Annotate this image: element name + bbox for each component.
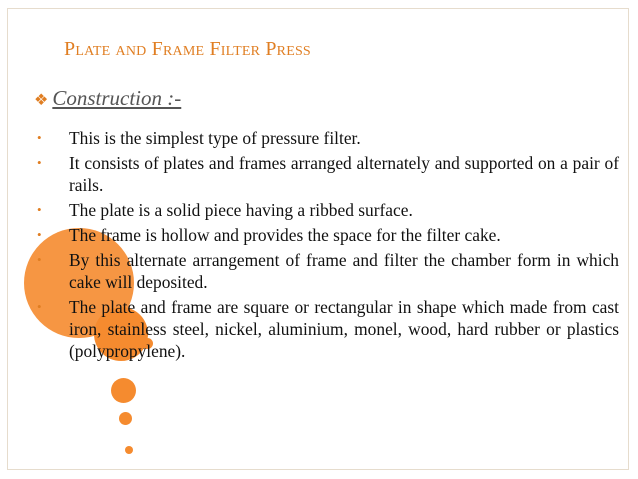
bullet-icon: •: [37, 252, 42, 267]
list-item-text: It consists of plates and frames arranged alternately and supported on a pair of rails.: [69, 153, 619, 195]
bullet-list: [37, 127, 619, 365]
list-item-text: The frame is hollow and provides the space for the filter cake.: [69, 225, 501, 245]
list-item-text: The plate and frame are square or rectangular in shape which made from cast iron, stainless steel, nickel, aluminium, monel, wood, hard rubber or plastics (polypropylene).: [69, 297, 619, 361]
bullet-icon: •: [37, 299, 42, 314]
list-item: [37, 127, 619, 149]
list-item: [37, 199, 619, 221]
bullet-icon: •: [37, 227, 42, 242]
decor-circle-tiny: [119, 412, 132, 425]
decor-circle-small: [111, 378, 136, 403]
bullet-icon: •: [37, 202, 42, 217]
list-item: [37, 224, 619, 246]
slide-title: Plate and Frame Filter Press: [64, 38, 311, 60]
bullet-icon: •: [37, 155, 42, 170]
decor-circle-tiny: [125, 446, 133, 454]
list-item: [37, 249, 619, 293]
diamond-bullet-icon: ❖: [34, 92, 49, 109]
list-item: [37, 296, 619, 362]
list-item: [37, 152, 619, 196]
list-item-text: The plate is a solid piece having a ribbed surface.: [69, 200, 413, 220]
list-item-text: This is the simplest type of pressure filter.: [69, 128, 361, 148]
bullet-icon: •: [37, 130, 42, 145]
section-subheading: [34, 86, 181, 111]
subheading-text: Construction :-: [52, 86, 182, 110]
list-item-text: By this alternate arrangement of frame and filter the chamber form in which cake will deposited.: [69, 250, 619, 292]
